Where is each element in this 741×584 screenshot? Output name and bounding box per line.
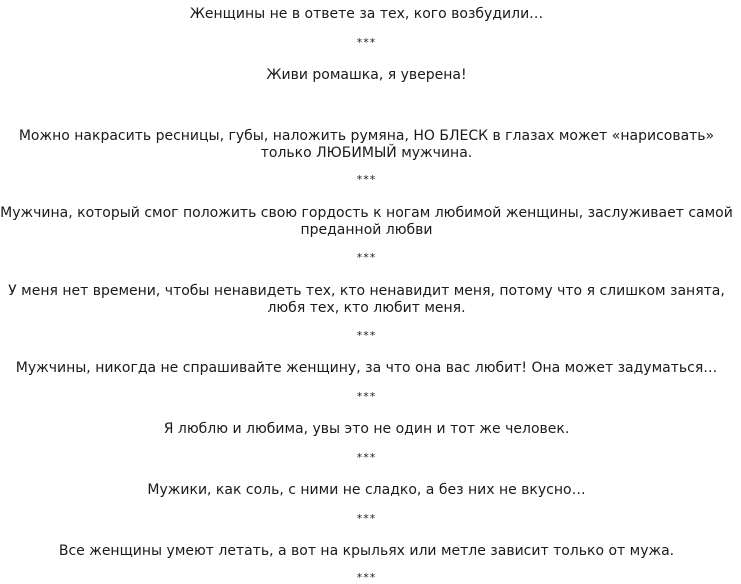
quote-6: Мужчины, никогда не спрашивайте женщину, за что она вас любит! Она может задуматься… bbox=[15, 360, 718, 376]
quote-2: Живи ромашка, я уверена! bbox=[266, 67, 467, 83]
separator-2: *** bbox=[356, 173, 377, 186]
separator-3: *** bbox=[356, 251, 377, 264]
quote-4: Мужчина, который смог положить свою гордость к ногам любимой женщины, заслуживает самой преданной любви bbox=[0, 205, 733, 238]
quote-1: Женщины не в ответе за тех, кого возбудили… bbox=[189, 6, 544, 22]
quote-7: Я люблю и любима, увы это не один и тот же человек. bbox=[163, 421, 570, 437]
quote-3: Можно накрасить ресницы, губы, наложить румяна, НО БЛЕСК в глазах может «нарисовать» только ЛЮБИМЫЙ мужчина. bbox=[18, 128, 715, 161]
separator-7: *** bbox=[356, 512, 377, 525]
quote-5: У меня нет времени, чтобы ненавидеть тех, кто ненавидит меня, потому что я слишком занята, любя тех, кто любит меня. bbox=[8, 283, 725, 316]
quote-8: Мужики, как соль, с ними не сладко, а без них не вкусно… bbox=[147, 482, 586, 498]
separator-5: *** bbox=[356, 390, 377, 403]
quote-9: Все женщины умеют летать, а вот на крыльях или метле зависит только от мужа. bbox=[58, 543, 675, 559]
separator-1: *** bbox=[356, 36, 377, 49]
separator-6: *** bbox=[356, 451, 377, 464]
separator-4: *** bbox=[356, 329, 377, 342]
separator-8: *** bbox=[356, 571, 377, 584]
